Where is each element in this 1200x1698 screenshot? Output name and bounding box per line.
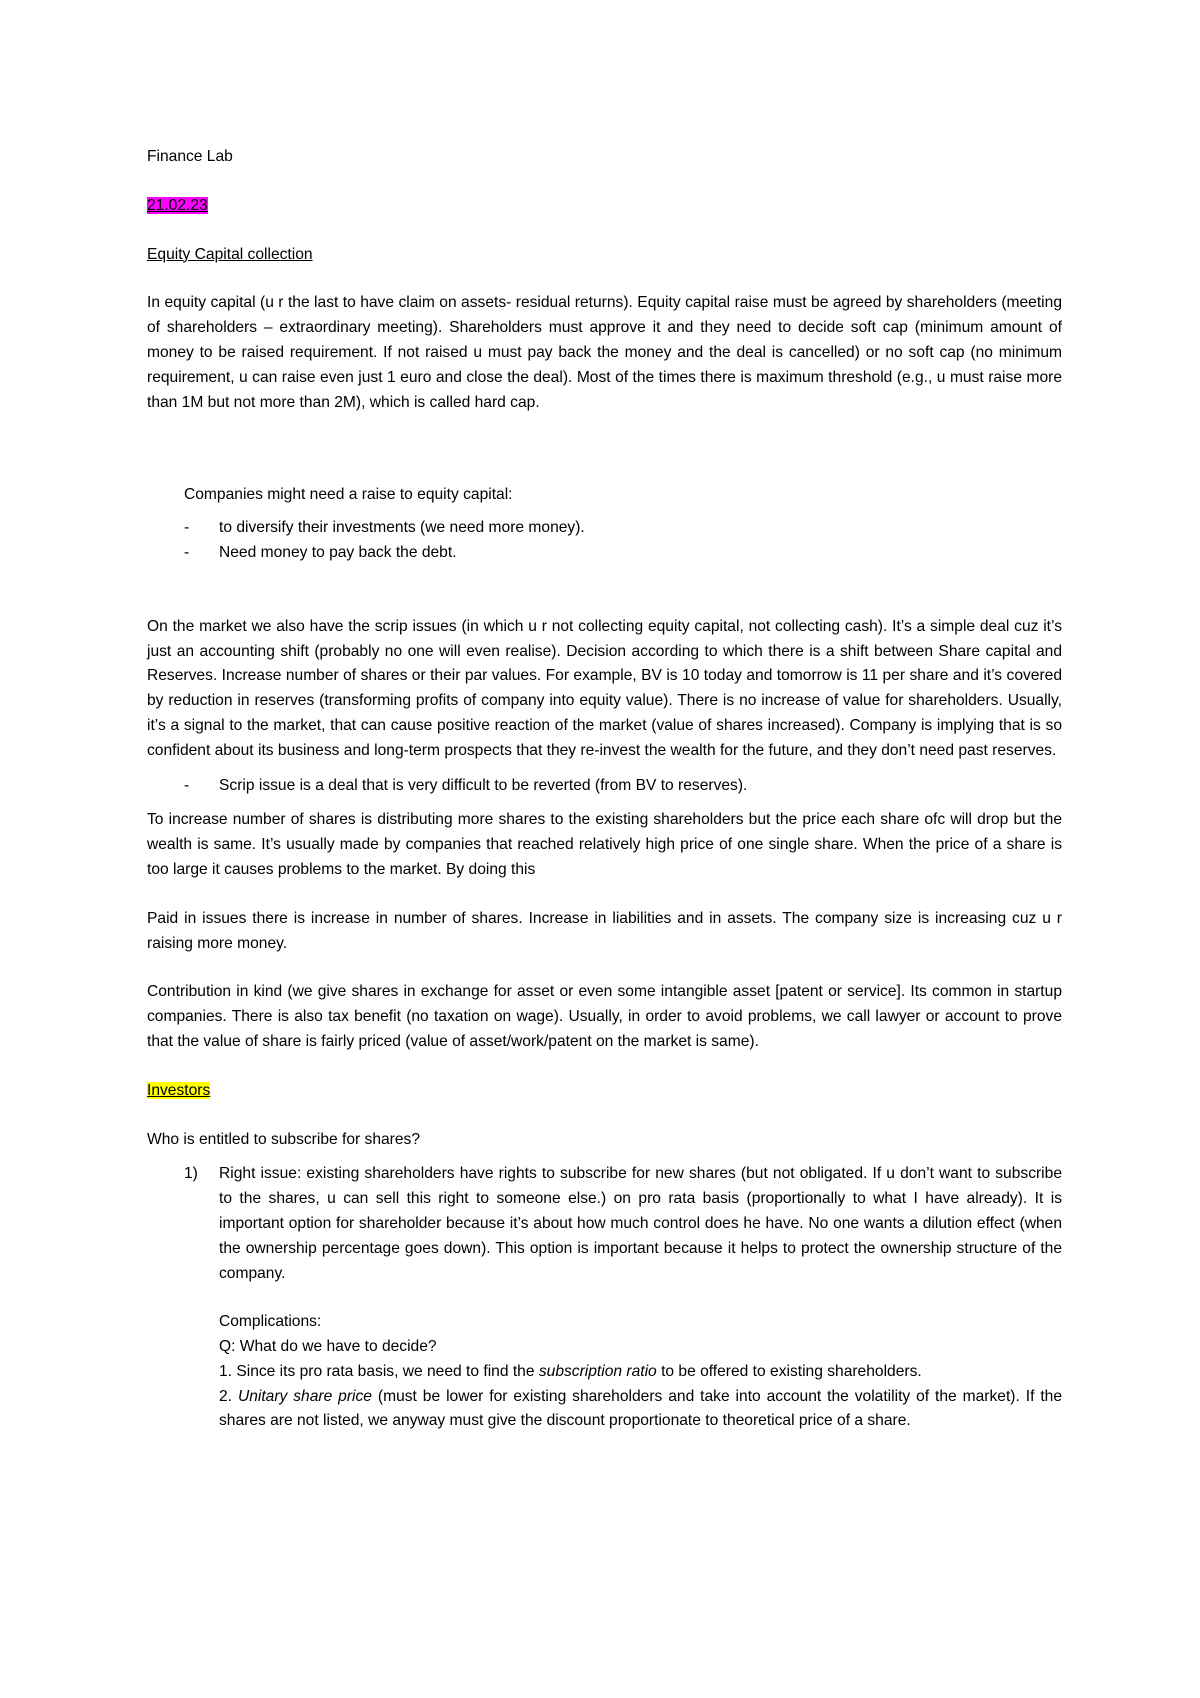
list-item-text: Need money to pay back the debt. xyxy=(219,543,457,561)
document-page xyxy=(147,145,1062,1434)
paragraph-increase-shares: To increase number of shares is distributing more shares to the existing shareholders but the price each share ofc will drop but the wealth is same. It’s usually made by companies that reached relatively high price of one single share. When the price of a share is too large it causes problems to the market. By doing this xyxy=(147,811,1062,878)
list-marker: - xyxy=(184,519,190,537)
list-item xyxy=(147,1162,1062,1434)
list-item-text: Scrip issue is a deal that is very difficult to be reverted (from BV to reserves). xyxy=(219,776,748,794)
complication-1-text-b: to be offered to existing shareholders. xyxy=(656,1362,922,1380)
investors-line xyxy=(147,1079,1062,1104)
subscriber-list xyxy=(147,1162,1062,1434)
list-item-text: to diversify their investments (we need more money). xyxy=(219,519,585,537)
complications-question: Q: What do we have to decide? xyxy=(219,1338,437,1356)
scrip-list xyxy=(147,774,1062,799)
list-item xyxy=(147,774,1062,799)
companies-intro: Companies might need a raise to equity capital: xyxy=(184,486,513,504)
list-item xyxy=(147,541,1062,566)
complication-2 xyxy=(219,1385,1062,1435)
list-marker: - xyxy=(184,543,190,561)
complication-1-emphasis: subscription ratio xyxy=(538,1362,657,1380)
complication-2-text-b: (must be lower for existing shareholders and take into account the volatility of the market). If the shares are not listed, we anyway must give the discount proportionate to theoretical price of a share. xyxy=(219,1387,1063,1430)
date-highlight: 21.02.23 xyxy=(147,196,208,214)
companies-reasons-list xyxy=(147,516,1062,566)
paragraph-equity-capital: In equity capital (u r the last to have claim on assets- residual returns). Equity capital raise must be agreed by shareholders (meeting of shareholders – extraordinary meeting). Shareholders must approve it and they need to decide soft cap (minimum amount of money to be raised requirement. If not raised u must pay back the money and the deal is cancelled) or no soft cap (no minimum requirement, u can raise even just 1 euro and close the deal). Most of the times there is maximum threshold (e.g., u must raise more than 1M but not more than 2M), which is called hard cap. xyxy=(147,294,1062,411)
paragraph-paid-in-issues: Paid in issues there is increase in number of shares. Increase in liabilities and in assets. The company size is increasing cuz u r raising more money. xyxy=(147,909,1062,952)
complication-2-emphasis: Unitary share price xyxy=(237,1387,372,1405)
complication-2-text-a: 2. xyxy=(219,1387,238,1405)
paragraph-scrip-issues: On the market we also have the scrip issues (in which u r not collecting equity capital, not collecting cash). It’s a simple deal cuz it’s just an accounting shift (probably no one will even realise). Decision according to which there is a shift between Share capital and Reserves. Increase number of shares or their par values. For example, BV is 10 today and tomorrow is 11 per share and it’s covered by reduction in reserves (transforming profits of company into equity value). There is no increase of value for shareholders. Usually, it’s a signal to the market, that can cause positive reaction of the market (value of shares increased). Company is implying that is so confident about its business and long-term prospects that they re-invest the wealth for the future, and they don’t need past reserves. xyxy=(147,617,1062,759)
question-who-subscribes: Who is entitled to subscribe for shares? xyxy=(147,1130,421,1148)
list-item xyxy=(147,516,1062,541)
paragraph-contribution-in-kind: Contribution in kind (we give shares in exchange for asset or even some intangible asset [patent or service]. Its common in startup companies. There is also tax benefit (no taxation on wage). Usually, in order to avoid problems, we call lawyer or account to prove that the value of share is fairly priced (value of asset/work/patent on the market is same). xyxy=(147,983,1062,1050)
heading-equity-capital: Equity Capital collection xyxy=(147,245,313,263)
list-number: 1) xyxy=(184,1165,198,1183)
date-line xyxy=(147,194,1062,219)
right-issue-text: Right issue: existing shareholders have rights to subscribe for new shares (but not obligated. If u don’t want to subscribe to the shares, u can sell this right to someone else.) on pro rata basis (proportionally to what I have already). It is important option for shareholder because it’s about how much control does he have. No one wants a dilution effect (when the ownership percentage goes down). This option is important because it helps to protect the ownership structure of the company. xyxy=(219,1165,1062,1282)
heading-investors: Investors xyxy=(147,1081,211,1099)
complications-label: Complications: xyxy=(219,1313,322,1331)
document-title: Finance Lab xyxy=(147,148,233,165)
complication-1-text-a: 1. Since its pro rata basis, we need to find the xyxy=(219,1362,539,1380)
complication-1 xyxy=(219,1360,1062,1385)
list-marker: - xyxy=(184,776,190,794)
